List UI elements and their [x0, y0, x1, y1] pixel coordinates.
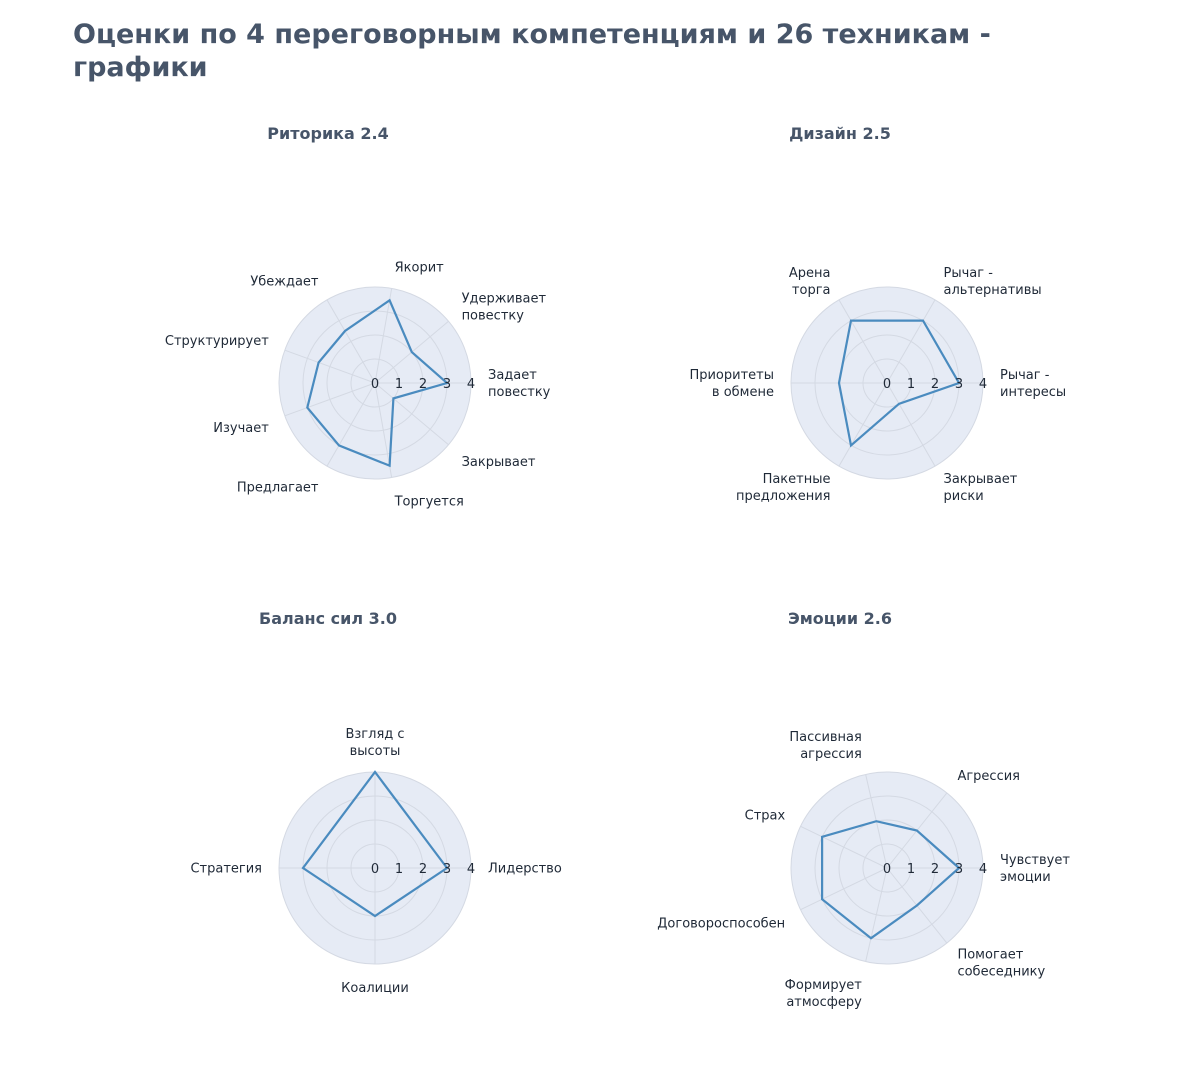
category-label: Взгляд с высоты	[345, 727, 405, 759]
category-label: Страх	[744, 808, 786, 824]
category-label: Договороспособен	[657, 916, 786, 932]
chart-title: Риторика 2.4	[267, 124, 389, 143]
category-label: Чувствует эмоции	[1000, 853, 1070, 885]
radial-tick-label: 1	[906, 377, 916, 392]
category-label: Рычаг -альтернативы	[943, 266, 1042, 299]
category-label: Изучает	[213, 421, 269, 437]
category-label: Удерживает повестку	[461, 291, 547, 324]
category-label: Пассивная агрессия	[789, 729, 862, 762]
radial-tick-label: 0	[370, 377, 380, 392]
chart-design	[540, 110, 1140, 595]
category-label: Формирует атмосферу	[784, 978, 862, 1011]
category-label: Рычаг -интересы	[1000, 368, 1067, 400]
category-label: Задает повестку	[488, 368, 551, 400]
radial-tick-label: 4	[466, 862, 476, 877]
chart-rhetoric	[28, 110, 628, 595]
chart-emotions-svg	[540, 595, 1140, 1080]
category-label: Арена торга	[788, 266, 831, 299]
chart-title: Эмоции 2.6	[787, 609, 893, 628]
chart-design-svg	[540, 110, 1140, 595]
radial-tick-label: 2	[418, 377, 428, 392]
radial-tick-label: 4	[978, 862, 988, 877]
radial-tick-label: 4	[466, 377, 476, 392]
chart-power-balance-svg	[28, 595, 628, 1080]
category-label: Помогает собеседнику	[957, 947, 1046, 980]
category-label: Структурирует	[164, 333, 269, 349]
radial-tick-label: 4	[978, 377, 988, 392]
radial-tick-label: 0	[882, 377, 892, 392]
radial-tick-label: 3	[442, 862, 452, 877]
radial-tick-label: 1	[394, 377, 404, 392]
category-label: Якорит	[394, 260, 444, 276]
radial-tick-label: 2	[418, 862, 428, 877]
radial-tick-label: 2	[930, 377, 940, 392]
radial-tick-label: 0	[370, 862, 380, 877]
category-label: Лидерство	[488, 861, 562, 877]
chart-title: Баланс сил 3.0	[259, 609, 397, 628]
radial-tick-label: 3	[954, 377, 964, 392]
category-label: Стратегия	[190, 861, 262, 877]
category-label: Коалиции	[341, 981, 409, 996]
category-label: Пакетные предложения	[736, 471, 831, 504]
category-label: Закрывает	[461, 455, 536, 471]
chart-title: Дизайн 2.5	[789, 124, 891, 143]
category-label: Торгуется	[394, 494, 464, 510]
chart-power-balance	[28, 595, 628, 1080]
radial-tick-label: 3	[954, 862, 964, 877]
category-label: Закрывает риски	[943, 471, 1018, 504]
radial-tick-label: 0	[882, 862, 892, 877]
chart-emotions	[540, 595, 1140, 1080]
category-label: Убеждает	[250, 274, 319, 290]
category-label: Предлагает	[236, 480, 319, 496]
category-label: Приоритеты в обмене	[689, 368, 774, 400]
radial-tick-label: 3	[442, 377, 452, 392]
page-title: Оценки по 4 переговорным компетенциям и 26 техникам - графики	[73, 19, 991, 83]
category-label: Агрессия	[957, 769, 1021, 785]
radial-tick-label: 2	[930, 862, 940, 877]
chart-rhetoric-svg	[28, 110, 628, 595]
radial-tick-label: 1	[394, 862, 404, 877]
radial-tick-label: 1	[906, 862, 916, 877]
